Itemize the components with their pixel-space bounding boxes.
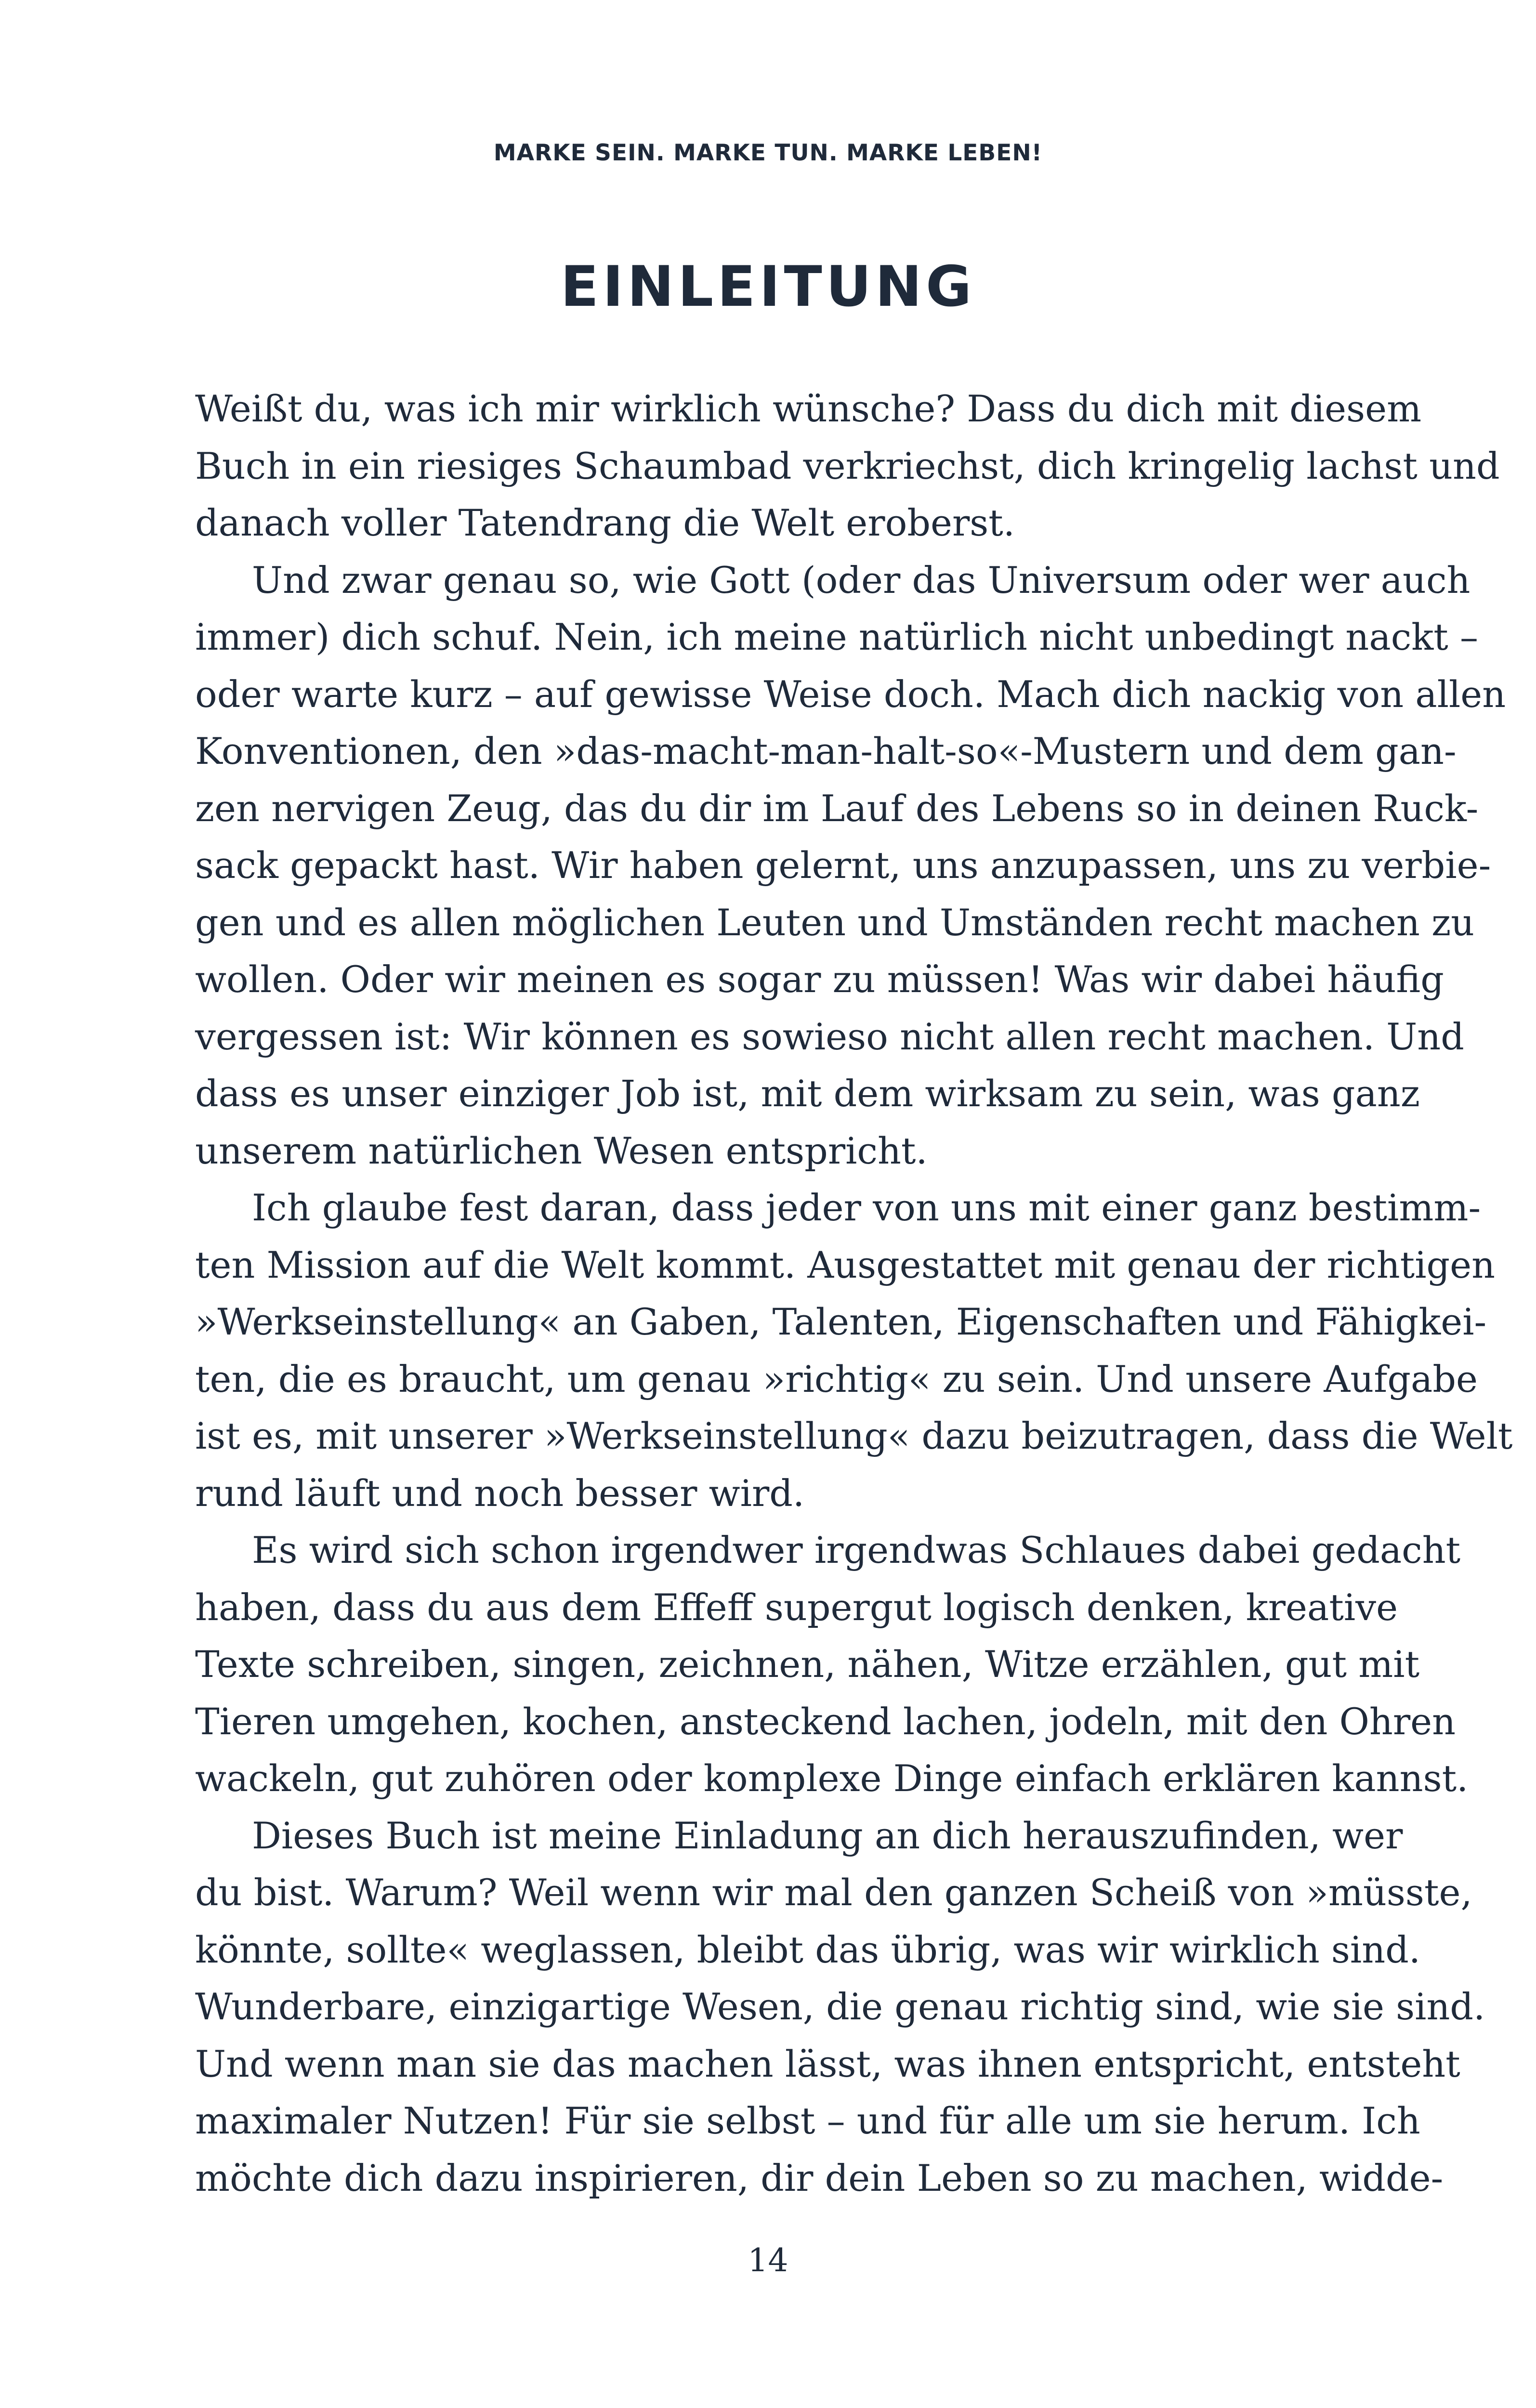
running-head: MARKE SEIN. MARKE TUN. MARKE LEBEN! [493,140,1043,166]
text-line: sack gepackt hast. Wir haben gelernt, uns anzupassen, uns zu verbie- [195,844,1491,887]
text-line: dass es unser einziger Job ist, mit dem wirksam zu sein, was ganz [195,1072,1420,1115]
text-line: Texte schreiben, singen, zeichnen, nähen, Witze erzählen, gut mit [195,1643,1420,1686]
text-line: Wunderbare, einzigartige Wesen, die genau richtig sind, wie sie sind. [195,1985,1485,2028]
text-line: Und zwar genau so, wie Gott (oder das Universum oder wer auch [252,558,1470,602]
text-line: unserem natürlichen Wesen entspricht. [195,1129,928,1172]
text-line: danach voller Tatendrang die Welt eroberst. [195,501,1015,544]
paragraph [195,552,1506,1180]
page-number: 14 [748,2242,788,2279]
text-line: vergessen ist: Wir können es sowieso nicht allen recht machen. Und [195,1015,1464,1058]
text-line: Konventionen, den »das-macht-man-halt-so«-Mustern und dem gan- [195,730,1457,772]
paragraph [195,380,1500,552]
text-line: möchte dich dazu inspirieren, dir dein Leben so zu machen, widde- [195,2156,1444,2199]
text-line: ten Mission auf die Welt kommt. Ausgestattet mit genau der richtigen [195,1243,1496,1286]
text-line: rund läuft und noch besser wird. [195,1471,805,1515]
text-line: wollen. Oder wir meinen es sogar zu müssen! Was wir dabei häufig [195,958,1444,1001]
paragraph [195,1179,1513,1522]
text-line: »Werkseinstellung« an Gaben, Talenten, Eigenschaften und Fähigkei- [195,1300,1487,1343]
text-line: Ich glaube fest daran, dass jeder von uns mit einer ganz bestimm- [252,1186,1481,1229]
text-line: könnte, sollte« weglassen, bleibt das übrig, was wir wirklich sind. [195,1928,1420,1971]
text-line: Weißt du, was ich mir wirklich wünsche? Dass du dich mit diesem [195,387,1422,430]
text-line: zen nervigen Zeug, das du dir im Lauf des Lebens so in deinen Ruck- [195,786,1479,830]
text-line: gen und es allen möglichen Leuten und Umständen recht machen zu [195,901,1475,944]
text-line: ist es, mit unserer »Werkseinstellung« dazu beizutragen, dass die Welt [195,1414,1513,1457]
text-line: maximaler Nutzen! Für sie selbst – und für alle um sie herum. Ich [195,2099,1420,2142]
text-line: Dieses Buch ist meine Einladung an dich herauszufinden, wer [252,1814,1403,1857]
text-line: Buch in ein riesiges Schaumbad verkriechst, dich kringelig lachst und [195,444,1500,487]
text-line: Tieren umgehen, kochen, ansteckend lachen, jodeln, mit den Ohren [195,1700,1456,1743]
text-line: haben, dass du aus dem Effeff supergut logisch denken, kreative [195,1585,1398,1629]
text-line: immer) dich schuf. Nein, ich meine natürlich nicht unbedingt nackt – [195,615,1479,658]
text-line: Es wird sich schon irgendwer irgendwas Schlaues dabei gedacht [252,1529,1461,1571]
text-line: ten, die es braucht, um genau »richtig« zu sein. Und unsere Aufgabe [195,1357,1478,1400]
text-line: wackeln, gut zuhören oder komplexe Dinge einfach erklären kannst. [195,1757,1469,1800]
paragraph [195,1807,1485,2207]
body-text [195,380,1513,2207]
paragraph [195,1522,1469,1807]
chapter-title: EINLEITUNG [560,254,976,319]
text-line: Und wenn man sie das machen lässt, was ihnen entspricht, entsteht [195,2042,1460,2085]
text-line: oder warte kurz – auf gewisse Weise doch. Mach dich nackig von allen [195,672,1506,716]
text-line: du bist. Warum? Weil wenn wir mal den ganzen Scheiß von »müsste, [195,1871,1472,1914]
